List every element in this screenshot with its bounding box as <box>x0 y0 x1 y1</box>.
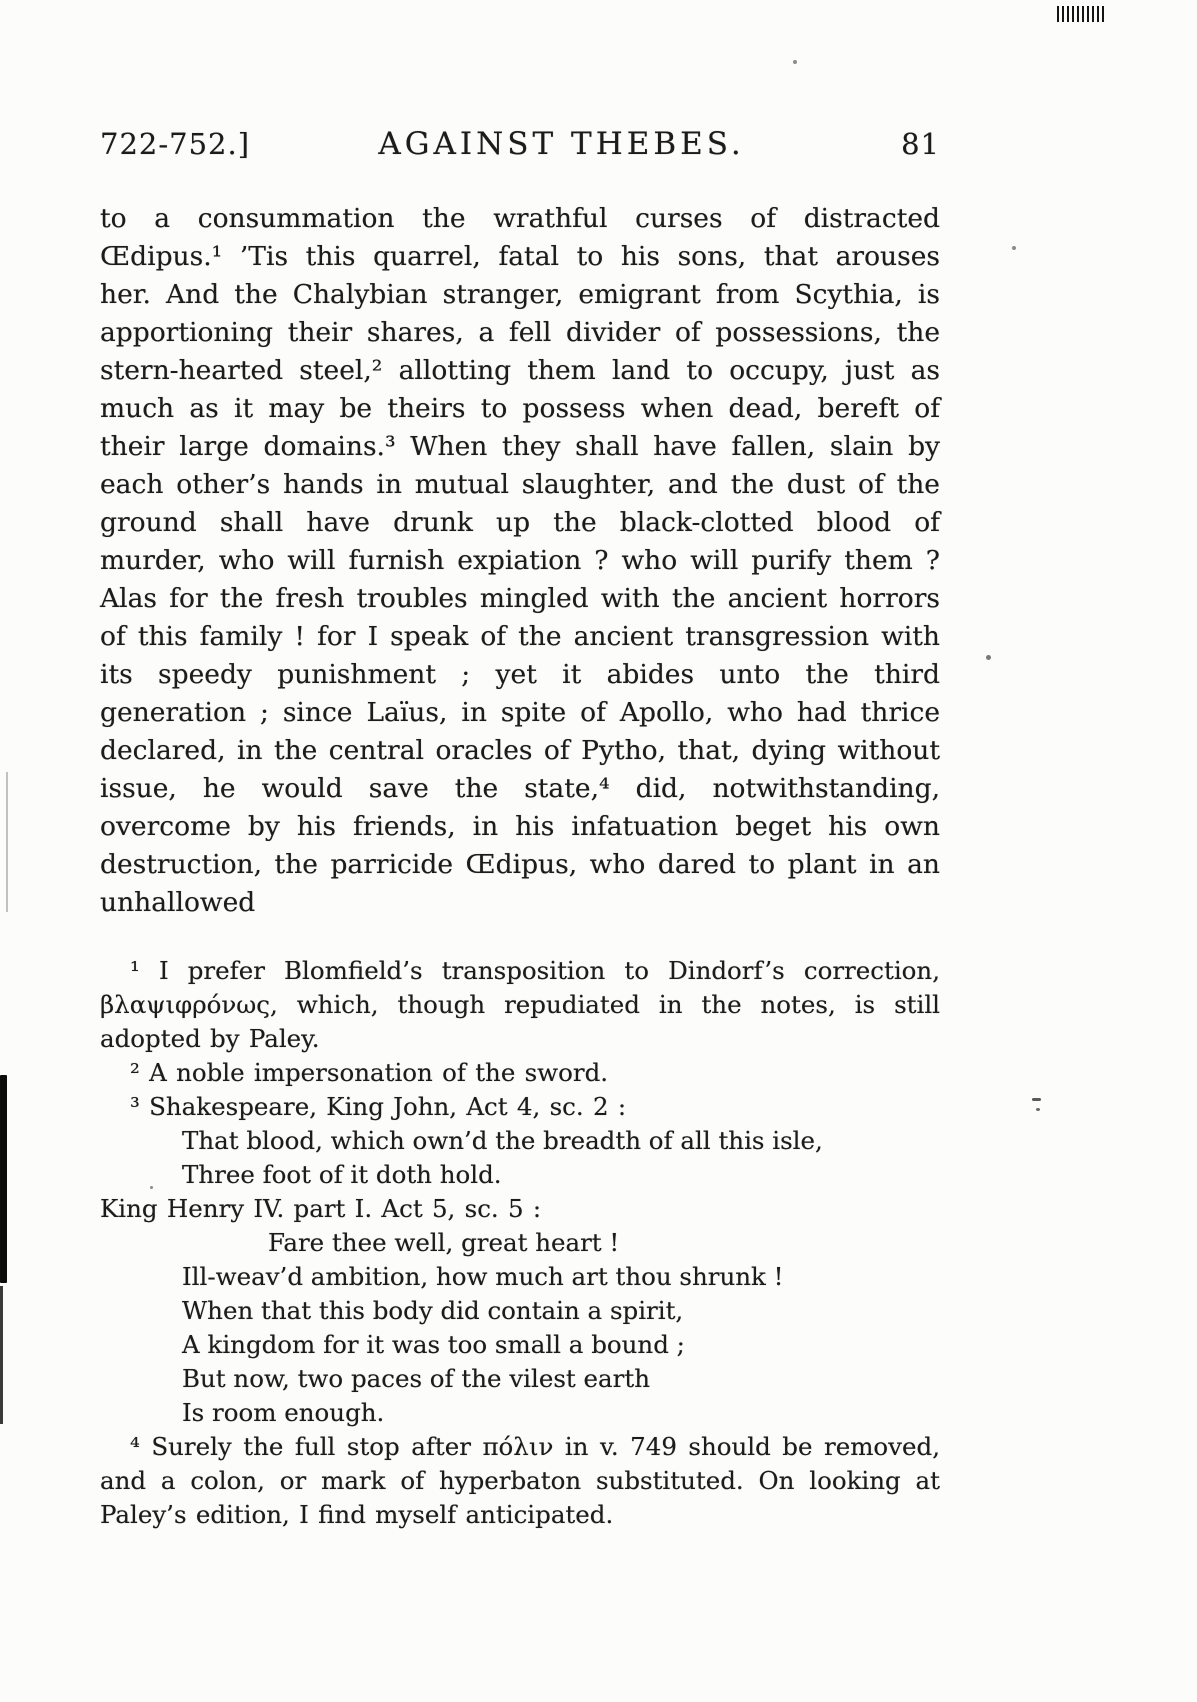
scan-artifact-marks <box>1057 6 1105 22</box>
running-head <box>100 126 940 162</box>
footnote-3-quote-1 <box>182 1124 940 1192</box>
page-content <box>100 126 940 1532</box>
page-number: 81 <box>901 127 940 161</box>
main-paragraph: to a consummation the wrathful curses of distracted Œdipus.¹ ’Tis this quarrel, fatal to his sons, that arouses her. And the Chalybian stranger, emigrant from Scythia, is apportioning their shares, a fell divider of possessions, the stern-hearted steel,² allotting them land to occupy, just as much as it may be theirs to possess when dead, bereft of their large domains.³ When they shall have fallen, slain by each other’s hands in mutual slaughter, and the dust of the ground shall have drunk up the black-clotted blood of murder, who will furnish expiation ? who will purify them ? Alas for the fresh troubles mingled with the ancient horrors of this family ! for I speak of the ancient transgression with its speedy punishment ; yet it abides unto the third generation ; since Laïus, in spite of Apollo, who had thrice declared, in the central oracles of Pytho, that, dying without issue, he would save the state,⁴ did, notwithstanding, overcome by his friends, in his infatuation beget his own destruction, the parricide Œdipus, who dared to plant in an unhallowed <box>100 203 940 918</box>
footnotes-section <box>100 954 940 1532</box>
page-title: AGAINST THEBES. <box>378 126 745 162</box>
scan-artifact-left-bar-thin <box>0 1286 3 1424</box>
scan-artifact-left-bar <box>0 1075 7 1283</box>
scan-speck <box>1032 1098 1041 1101</box>
footnote-1: ¹ I prefer Blomfield’s transposition to Dindorf’s correction, βλαψιφρόνως, which, though repudiated in the notes, is still adopted by Paley. <box>100 956 940 1053</box>
scan-speck <box>986 655 991 660</box>
quote-line: Is room enough. <box>182 1398 385 1427</box>
quote-line: When that this body did contain a spirit, <box>182 1296 684 1325</box>
quote-line: A kingdom for it was too small a bound ; <box>182 1330 685 1359</box>
verse-range: 722-752.] <box>100 127 251 161</box>
footnote-4: ⁴ Surely the full stop after πόλιν in v. 749 should be removed, and a colon, or mark of hyperbaton substituted. On looking at Paley’s edition, I find myself anticipated. <box>100 1432 940 1529</box>
quote-line: Fare thee well, great heart ! <box>268 1228 620 1257</box>
scan-speck <box>793 60 797 64</box>
footnote-3-intro: ³ Shakespeare, King John, Act 4, sc. 2 : <box>130 1092 627 1121</box>
footnote-2: ² A noble impersonation of the sword. <box>130 1058 609 1087</box>
footnote-3-reference-2: King Henry IV. part I. Act 5, sc. 5 : <box>100 1194 542 1223</box>
scan-speck <box>1036 1108 1040 1111</box>
quote-line: Three foot of it doth hold. <box>182 1160 502 1189</box>
quote-line: Ill-weav’d ambition, how much art thou shrunk ! <box>182 1262 784 1291</box>
quote-line: But now, two paces of the vilest earth <box>182 1364 650 1393</box>
scan-artifact-left-line <box>6 772 8 912</box>
quote-line: That blood, which own’d the breadth of all this isle, <box>182 1126 823 1155</box>
scan-speck <box>1012 246 1016 250</box>
footnote-3-quote-2 <box>182 1226 940 1430</box>
